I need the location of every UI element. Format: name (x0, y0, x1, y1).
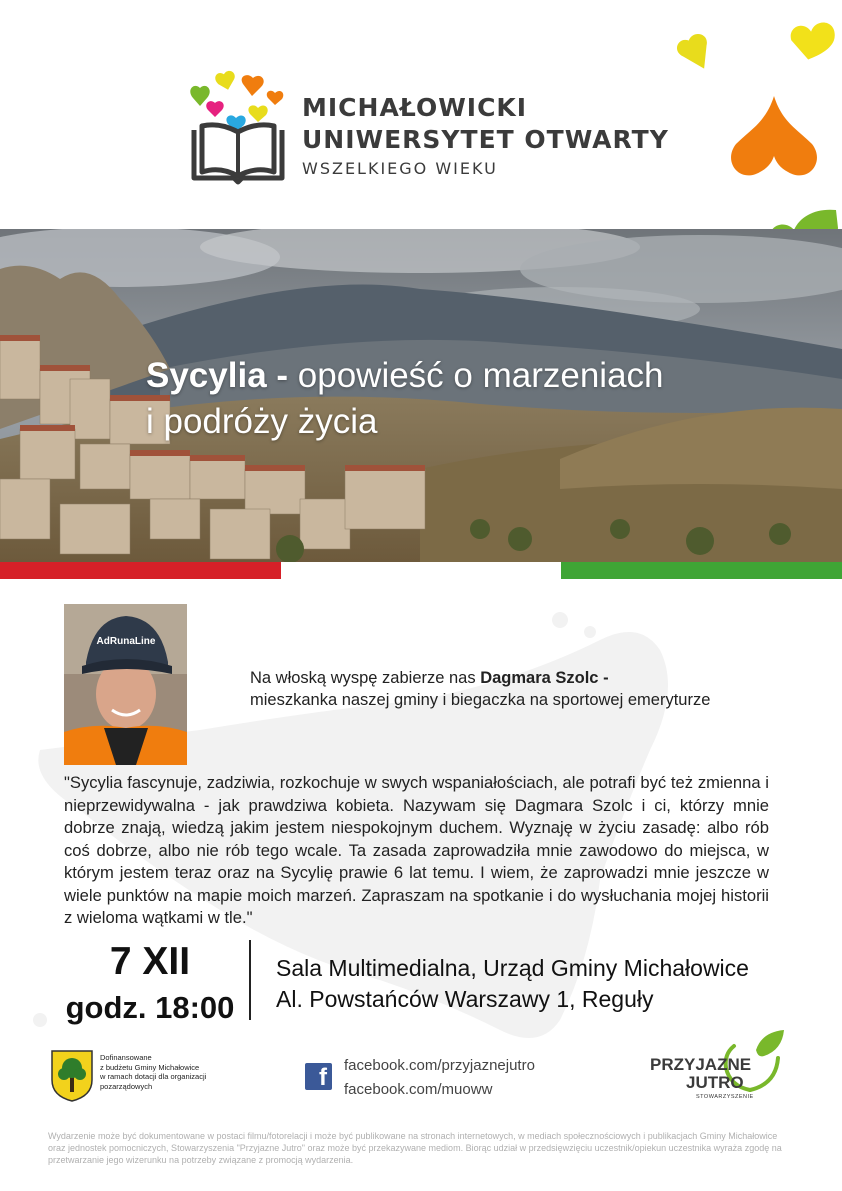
heart-icon-yellow-2 (248, 105, 267, 122)
heart-icon-green (190, 86, 209, 106)
event-title-line2: i podróży życia (146, 402, 378, 441)
speaker-name: Dagmara Szolc - (480, 669, 609, 687)
cap-logo-text: AdRunaLine (96, 636, 156, 647)
funded-line-2: z budżetu Gminy Michałowice (100, 1062, 200, 1072)
funding-note (100, 1053, 206, 1091)
event-time: godz. 18:00 (65, 990, 235, 1025)
funded-line-3: w ramach dotacji dla organizacji (100, 1072, 207, 1081)
logo-line-2: UNIWERSYTET OTWARTY (302, 125, 669, 154)
flag-white (281, 562, 562, 579)
event-title-rest: opowieść o marzeniach (288, 356, 664, 395)
heart-icon-orange (242, 75, 264, 96)
event-date: 7 XII (109, 940, 191, 983)
disclaimer: Wydarzenie może być dokumentowane w postaci filmu/fotorelacji i może być publikowane na stronach internetowych, w mediach społecznościowych i publikacjach Gminy Michałowice oraz jednostek pomocniczych, Stowarzyszenia "Przyjazne Jutro" oraz może być przekazywane mediom. Biorąc udział w przedsięwzięciu uczestnik/opiekun uczestnika wyraża zgodę na przetwarzanie jego wizerunku na potrzeby związane z promocją wydarzenia. (48, 1131, 782, 1165)
heart-icon-orange-2 (267, 91, 284, 105)
facebook-link-muoww[interactable]: facebook.com/muoww (344, 1081, 493, 1098)
flag-green (561, 562, 842, 579)
facebook-links (344, 1054, 535, 1102)
venue-line-1: Sala Multimedialna, Urząd Gminy Michałowice (276, 955, 749, 981)
heart-icon-yellow-right (788, 14, 838, 62)
hero-banner (0, 229, 842, 562)
funded-line-1: Dofinansowane (100, 1053, 152, 1062)
event-title-bold: Sycylia - (146, 356, 289, 395)
flag-red (0, 562, 281, 579)
event-title (146, 353, 664, 445)
speaker-quote: "Sycylia fascynuje, zadziwia, rozkochuje w swych wspaniałościach, ale potrafi być też zmienna i nieprzewidywalna - jak prawdziwa kobieta. Nazywam się Dagmara Szolc i ci, którzy mnie dobrze znają, wiedzą jakim jestem niespokojnym duchem. Wyznaję w życiu zasadę: albo rób coś dobrze, albo nie rób tego wcale. Ta zasada zaprowadziła mnie zawodowo do miejsca, w którym jestem teraz oraz na Sycylię prawie 6 lat temu. I wiem, że zaprowadzi mnie jeszcze w wiele punktów na mapie moich marzeń. Zapraszam na spotkanie i do wysłuchania mojej historii z wieloma wątkami w tle." (64, 773, 769, 927)
open-book-icon (188, 70, 288, 185)
facebook-link-przyjaznejutro[interactable]: facebook.com/przyjaznejutro (344, 1057, 535, 1074)
pj-subtitle: STOWARZYSZENIE (696, 1094, 754, 1100)
intro-part1: Na włoską wyspę zabierze nas (250, 669, 481, 687)
pj-line-1: PRZYJAZNE (650, 1055, 752, 1074)
speaker-intro (250, 667, 710, 711)
italian-flag-stripe (0, 562, 842, 579)
pj-line-2: JUTRO (686, 1073, 744, 1092)
heart-icon-orange-large (726, 92, 822, 180)
muoww-logo (188, 70, 669, 190)
logo-line-3: WSZELKIEGO WIEKU (302, 159, 498, 178)
heart-icon-yellow (214, 70, 238, 92)
facebook-icon: f (305, 1063, 332, 1090)
vertical-divider (249, 940, 251, 1020)
heart-icon-pink (206, 101, 223, 117)
heart-icon-yellow-small (676, 30, 718, 72)
event-datetime (60, 938, 240, 1030)
event-venue (276, 953, 749, 1015)
speaker-photo (64, 604, 187, 765)
logo-line-1: MICHAŁOWICKI (302, 93, 528, 122)
funded-line-4: pozarządowych (100, 1081, 153, 1091)
gmina-crest-icon (51, 1050, 93, 1102)
venue-line-2: Al. Powstańców Warszawy 1, Reguły (276, 986, 654, 1012)
przyjazne-jutro-logo (650, 1028, 790, 1103)
intro-line2: mieszkanka naszej gminy i biegaczka na sportowej emeryturze (250, 691, 711, 709)
